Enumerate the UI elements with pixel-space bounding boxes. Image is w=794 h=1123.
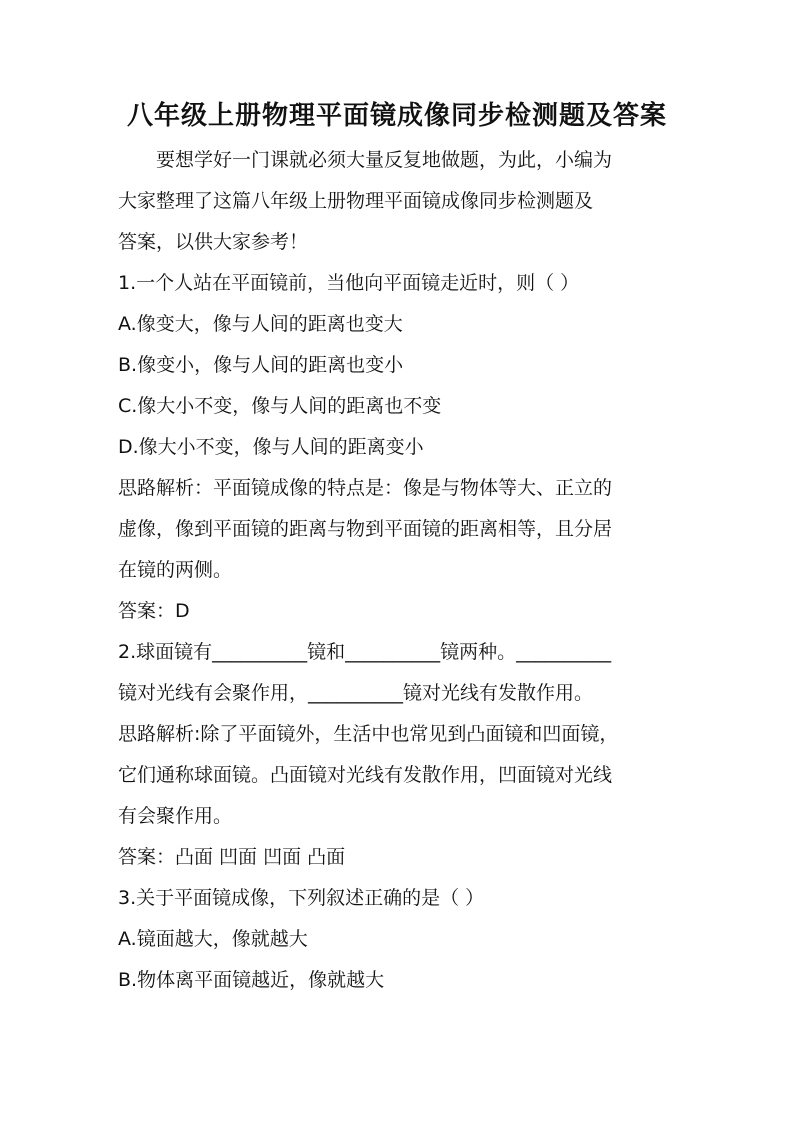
question-1-analysis: 虚像，像到平面镜的距离与物到平面镜的距离相等，且分居 bbox=[118, 518, 613, 540]
question-2-analysis: 它们通称球面镜。凸面镜对光线有发散作用，凹面镜对光线 bbox=[118, 764, 613, 786]
question-3-option-a: A.镜面越大，像就越大 bbox=[118, 928, 308, 950]
document-title: 八年级上册物理平面镜成像同步检测题及答案 bbox=[126, 101, 667, 131]
question-1-option-a: A.像变大，像与人间的距离也变大 bbox=[118, 313, 403, 335]
document-body bbox=[118, 140, 678, 1001]
question-3-option-b: B.物体离平面镜越近，像就越大 bbox=[118, 969, 385, 991]
question-2-analysis: 有会聚作用。 bbox=[118, 805, 233, 827]
question-2-stem: 2.球面镜有__________镜和__________镜两种。__________ bbox=[118, 641, 612, 663]
paragraph-line: 大家整理了这篇八年级上册物理平面镜成像同步检测题及 bbox=[118, 190, 594, 212]
paragraph-line: 要想学好一门课就必须大量反复地做题，为此，小编为 bbox=[156, 149, 613, 171]
question-1-analysis: 思路解析：平面镜成像的特点是：像是与物体等大、正立的 bbox=[118, 477, 613, 499]
question-2-stem: 镜对光线有会聚作用，__________镜对光线有发散作用。 bbox=[118, 682, 594, 704]
question-2-analysis: 思路解析:除了平面镜外，生活中也常见到凸面镜和凹面镜， bbox=[118, 723, 619, 745]
question-1-option-b: B.像变小，像与人间的距离也变小 bbox=[118, 354, 404, 376]
question-1-stem: 1.一个人站在平面镜前，当他向平面镜走近时，则（ ） bbox=[118, 272, 580, 294]
question-3-stem: 3.关于平面镜成像，下列叙述正确的是（ ） bbox=[118, 887, 485, 909]
question-2-answer: 答案：凸面 凹面 凹面 凸面 bbox=[118, 846, 346, 868]
question-1-answer: 答案：D bbox=[118, 600, 190, 622]
question-1-option-d: D.像大小不变，像与人间的距离变小 bbox=[118, 436, 424, 458]
paragraph-line: 答案，以供大家参考！ bbox=[118, 231, 309, 253]
question-1-analysis: 在镜的两侧。 bbox=[118, 559, 233, 581]
question-1-option-c: C.像大小不变，像与人间的距离也不变 bbox=[118, 395, 442, 417]
